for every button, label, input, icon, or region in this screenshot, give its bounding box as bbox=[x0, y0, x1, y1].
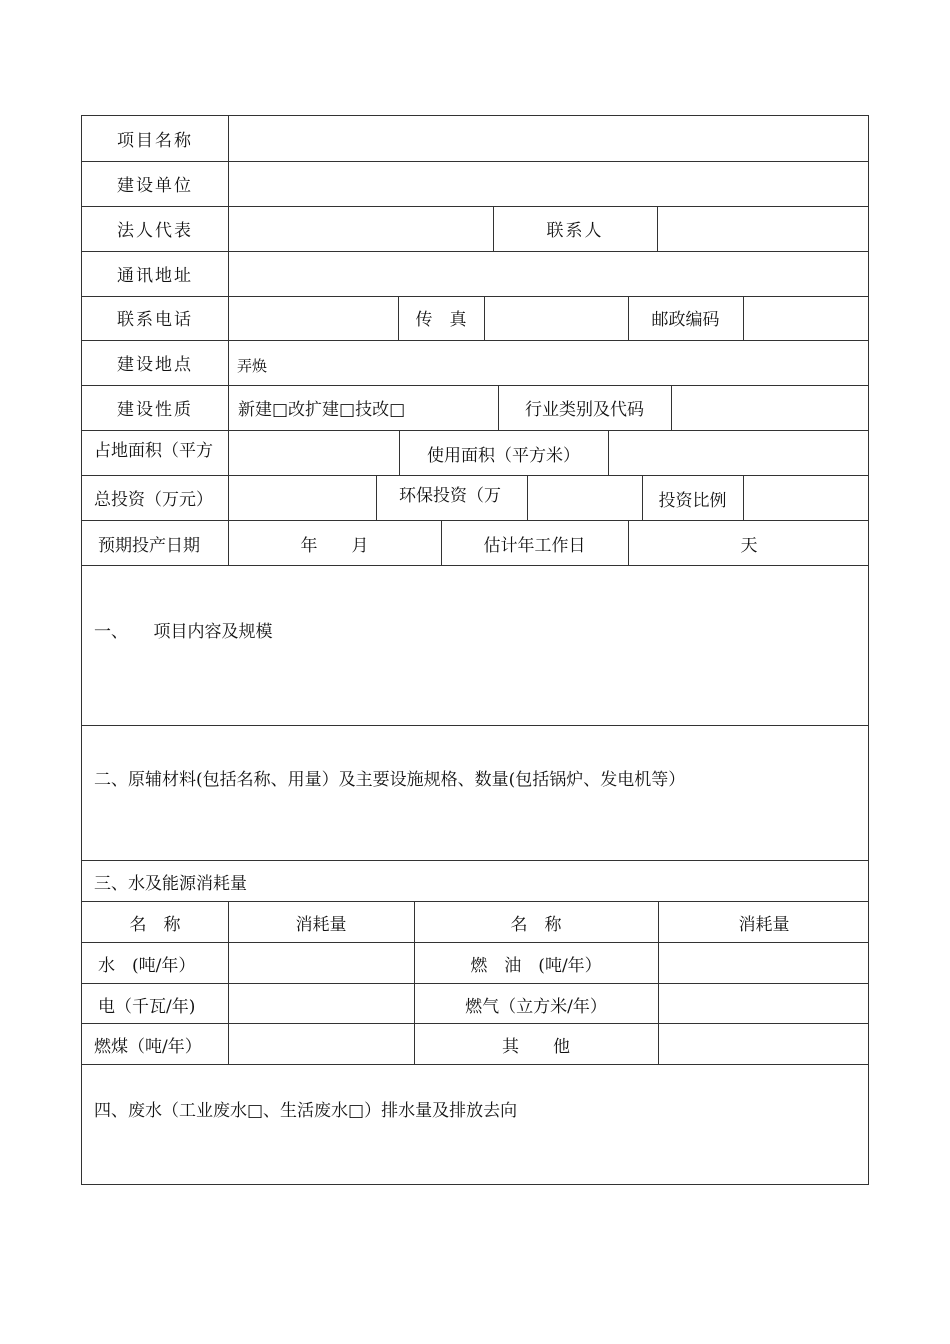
use-area-label: 使用面积（平方米） bbox=[427, 446, 580, 466]
nature-label: 建设性质 bbox=[117, 400, 193, 420]
legal-rep-label: 法人代表 bbox=[117, 221, 193, 241]
row-divider bbox=[82, 565, 868, 566]
row-divider bbox=[82, 296, 868, 297]
row-divider bbox=[82, 901, 868, 902]
work-days-value: 天 bbox=[740, 536, 758, 556]
energy-name-header: 名 称 bbox=[510, 915, 562, 935]
invest-ratio-label: 投资比例 bbox=[658, 491, 727, 511]
row-divider bbox=[82, 520, 868, 521]
label-column-divider bbox=[228, 116, 229, 565]
cell-divider bbox=[608, 430, 609, 475]
project-info-form bbox=[81, 115, 869, 1185]
cell-divider bbox=[657, 206, 658, 251]
row-divider bbox=[82, 206, 868, 207]
cell-divider bbox=[376, 475, 377, 520]
energy-row-label: 燃 油 (吨/年） bbox=[470, 956, 602, 976]
work-days-label: 估计年工作日 bbox=[483, 536, 586, 556]
postcode-label: 邮政编码 bbox=[651, 310, 720, 330]
phone-label: 联系电话 bbox=[117, 310, 193, 330]
section-1-heading: 一、 项目内容及规模 bbox=[94, 622, 273, 642]
row-divider bbox=[82, 430, 868, 431]
row-divider bbox=[82, 161, 868, 162]
section-4-heading: 四、废水（工业废水□、生活废水□）排水量及排放去向 bbox=[94, 1101, 518, 1121]
cell-divider bbox=[484, 296, 485, 340]
energy-row-label: 燃煤（吨/年） bbox=[94, 1037, 202, 1057]
builder-label: 建设单位 bbox=[117, 176, 193, 196]
contact-label: 联系人 bbox=[546, 221, 604, 241]
cell-divider bbox=[527, 475, 528, 520]
start-date-label: 预期投产日期 bbox=[98, 536, 200, 556]
row-divider bbox=[82, 860, 868, 861]
address-label: 通讯地址 bbox=[117, 266, 193, 286]
fax-label: 传 真 bbox=[415, 310, 467, 330]
row-divider bbox=[82, 385, 868, 386]
start-date-value: 年 月 bbox=[300, 536, 369, 556]
land-area-label: 占地面积（平方 bbox=[94, 441, 213, 461]
row-divider bbox=[82, 475, 868, 476]
row-divider bbox=[82, 340, 868, 341]
energy-row-label: 电（千瓦/年) bbox=[98, 997, 196, 1017]
energy-row-label: 水 (吨/年） bbox=[98, 956, 196, 976]
row-divider bbox=[82, 983, 868, 984]
industry-label: 行业类别及代码 bbox=[525, 400, 644, 420]
energy-name-header: 名 称 bbox=[129, 915, 181, 935]
energy-row-label: 其 他 bbox=[502, 1037, 570, 1057]
section-3-heading: 三、水及能源消耗量 bbox=[94, 874, 247, 894]
section-2-heading: 二、原辅材料(包括名称、用量）及主要设施规格、数量(包括锅炉、发电机等） bbox=[94, 770, 686, 790]
row-divider bbox=[82, 251, 868, 252]
row-divider bbox=[82, 725, 868, 726]
energy-consumption-header: 消耗量 bbox=[295, 915, 347, 935]
energy-consumption-header: 消耗量 bbox=[738, 915, 790, 935]
site-label: 建设地点 bbox=[117, 355, 193, 375]
site-value: 弄焕 bbox=[237, 357, 268, 375]
row-divider bbox=[82, 1023, 868, 1024]
row-divider bbox=[82, 1064, 868, 1065]
energy-row-label: 燃气（立方米/年） bbox=[465, 997, 607, 1017]
cell-divider bbox=[743, 296, 744, 340]
cell-divider bbox=[743, 475, 744, 520]
nature-value: 新建□改扩建□技改□ bbox=[238, 400, 406, 420]
row-divider bbox=[82, 942, 868, 943]
project-name-label: 项目名称 bbox=[117, 131, 193, 151]
cell-divider bbox=[671, 385, 672, 430]
env-invest-label: 环保投资（万 bbox=[399, 486, 501, 506]
total-invest-label: 总投资（万元） bbox=[94, 490, 213, 510]
